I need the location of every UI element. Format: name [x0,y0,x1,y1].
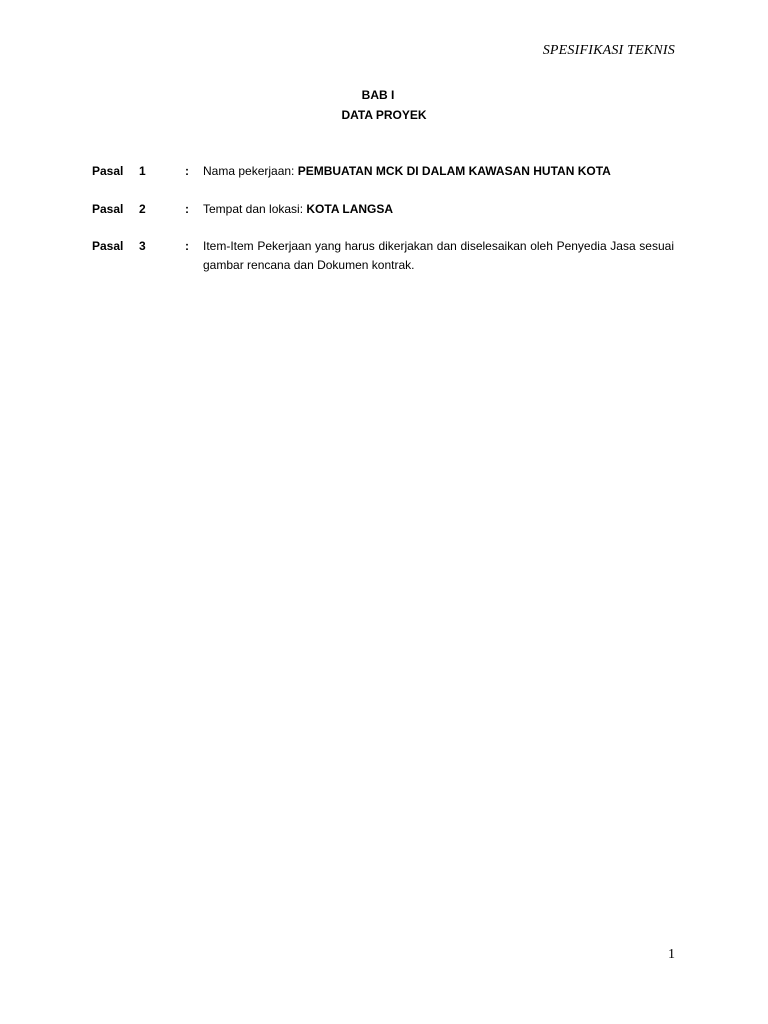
chapter-number: BAB I [361,88,395,102]
article-text [203,162,674,181]
article-number: 2 [139,202,146,216]
article-text [203,200,674,219]
document-header-title: SPESIFIKASI TEKNIS [542,43,675,58]
chapter-title: DATA PROYEK [341,108,427,122]
article-colon: : [185,239,189,253]
article-text-prefix: Nama pekerjaan: [203,164,298,178]
article-colon: : [185,202,189,216]
page-number: 1 [668,947,675,962]
article-text-value: KOTA LANGSA [306,202,394,216]
article-number: 1 [139,164,146,178]
article-text: Item-Item Pekerjaan yang harus dikerjakan dan diselesaikan oleh Penyedia Jasa sesuai gambar rencana dan Dokumen kontrak. [203,239,674,272]
article-number: 3 [139,239,146,253]
article-text-prefix: Tempat dan lokasi: [203,202,307,216]
article-label: Pasal [92,202,124,216]
article-colon: : [185,164,189,178]
article-label: Pasal [92,164,124,178]
article-label: Pasal [92,239,124,253]
article-text-value: PEMBUATAN MCK DI DALAM KAWASAN HUTAN KOTA [297,164,611,178]
